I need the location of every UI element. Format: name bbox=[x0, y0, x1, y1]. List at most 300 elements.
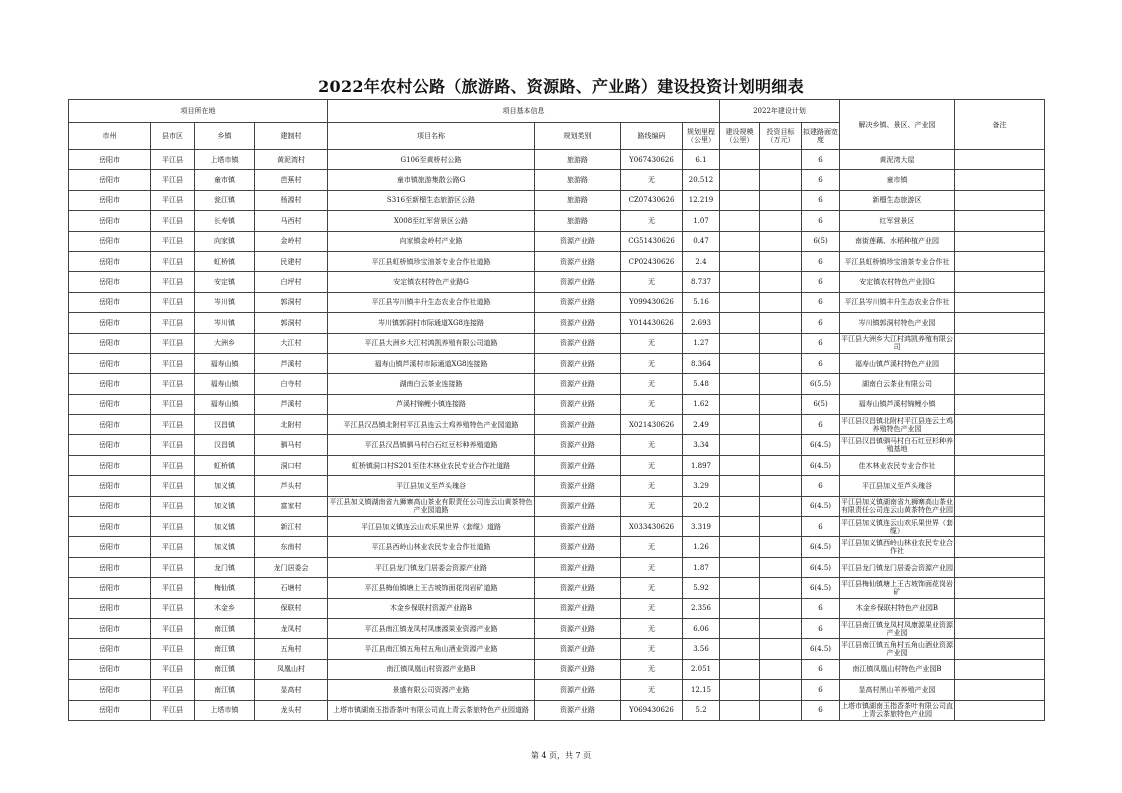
table-cell: 无 bbox=[621, 272, 683, 292]
table-cell: 旅游路 bbox=[535, 150, 621, 170]
table-cell: 无 bbox=[621, 578, 683, 598]
table-cell: 岳阳市 bbox=[69, 700, 151, 720]
table-cell: 无 bbox=[621, 537, 683, 557]
table-cell: 芭蕉村 bbox=[255, 170, 328, 190]
table-cell: 长寿镇 bbox=[195, 211, 255, 231]
table-cell: 东南村 bbox=[255, 537, 328, 557]
table-cell: 向家镇金岭村产业路 bbox=[328, 231, 535, 251]
table-cell: 资源产业路 bbox=[535, 476, 621, 496]
table-cell: 安定镇 bbox=[195, 272, 255, 292]
table-cell: 20.512 bbox=[683, 170, 720, 190]
table-cell bbox=[760, 659, 802, 679]
table-cell: 2.4 bbox=[683, 251, 720, 271]
table-cell bbox=[760, 557, 802, 577]
column-header: 路线编码 bbox=[621, 123, 683, 150]
column-header: 县市区 bbox=[151, 123, 195, 150]
table-cell: 平江县岑川镇丰升生态农业合作社道路 bbox=[328, 292, 535, 312]
table-cell: 岑川镇郭洞村特色产业园 bbox=[840, 313, 955, 333]
table-cell: 资源产业路 bbox=[535, 333, 621, 353]
table-cell: 平江县加义镇西岭山林业农民专业合作社 bbox=[840, 537, 955, 557]
table-cell: 3.56 bbox=[683, 639, 720, 659]
table-cell: 无 bbox=[621, 659, 683, 679]
table-cell bbox=[720, 313, 760, 333]
table-cell: 平江县 bbox=[151, 517, 195, 537]
table-cell: 资源产业路 bbox=[535, 455, 621, 475]
table-row bbox=[69, 700, 1045, 720]
table-cell: 瓮江镇 bbox=[195, 190, 255, 210]
table-cell: 芦溪村锦鲤小镇连接路 bbox=[328, 394, 535, 414]
table-cell bbox=[720, 476, 760, 496]
table-cell: 金岭村 bbox=[255, 231, 328, 251]
table-cell: 福寿山镇 bbox=[195, 394, 255, 414]
table-cell: 资源产业路 bbox=[535, 394, 621, 414]
table-cell: 木金乡保联村特色产业园B bbox=[840, 598, 955, 618]
table-cell: 资源产业路 bbox=[535, 659, 621, 679]
table-cell: 岳阳市 bbox=[69, 231, 151, 251]
table-row bbox=[69, 211, 1045, 231]
table-row bbox=[69, 374, 1045, 394]
table-cell: 岳阳市 bbox=[69, 517, 151, 537]
table-cell: 平江县 bbox=[151, 292, 195, 312]
table-cell: 无 bbox=[621, 557, 683, 577]
table-cell: 南街莲藕、水稻种植产业园 bbox=[840, 231, 955, 251]
table-row bbox=[69, 578, 1045, 598]
table-cell bbox=[720, 251, 760, 271]
table-cell: X008至红军营景区公路 bbox=[328, 211, 535, 231]
table-cell bbox=[760, 150, 802, 170]
table-cell: 旅游路 bbox=[535, 190, 621, 210]
table-cell: 显高村 bbox=[255, 680, 328, 700]
table-cell: Y069430626 bbox=[621, 700, 683, 720]
table-cell: 福寿山镇芦溪村特色产业园 bbox=[840, 353, 955, 373]
table-cell: 平江县加义镇湖南省九狮寨高山茶业有限责任公司连云山黄茶特色产业园 bbox=[840, 496, 955, 516]
table-cell bbox=[720, 353, 760, 373]
table-cell: 资源产业路 bbox=[535, 517, 621, 537]
table-cell bbox=[955, 496, 1045, 516]
table-row bbox=[69, 598, 1045, 618]
table-cell: 平江县汉昌镇驷马村白石红豆杉种养殖道路 bbox=[328, 435, 535, 455]
table-cell: 平江县南江镇五角村五角山酒业资源产业园 bbox=[840, 639, 955, 659]
table-cell: 马西村 bbox=[255, 211, 328, 231]
table-cell: 平江县 bbox=[151, 476, 195, 496]
table-cell bbox=[955, 374, 1045, 394]
table-cell: 平江县 bbox=[151, 578, 195, 598]
table-cell: 黄泥湾村 bbox=[255, 150, 328, 170]
table-cell: 6 bbox=[802, 598, 840, 618]
table-cell bbox=[955, 680, 1045, 700]
table-cell: 资源产业路 bbox=[535, 272, 621, 292]
table-cell: Y014430626 bbox=[621, 313, 683, 333]
table-cell bbox=[955, 517, 1045, 537]
table-cell: 2.356 bbox=[683, 598, 720, 618]
table-cell: 资源产业路 bbox=[535, 374, 621, 394]
table-row bbox=[69, 537, 1045, 557]
column-header: 投资目标（万元） bbox=[760, 123, 802, 150]
table-cell: 大江村 bbox=[255, 333, 328, 353]
table-cell bbox=[720, 598, 760, 618]
table-cell bbox=[760, 313, 802, 333]
table-cell: 驷马村 bbox=[255, 435, 328, 455]
table-cell: 6 bbox=[802, 700, 840, 720]
table-cell: 平江县 bbox=[151, 353, 195, 373]
table-cell: 2.693 bbox=[683, 313, 720, 333]
table-cell: 无 bbox=[621, 211, 683, 231]
table-cell bbox=[720, 680, 760, 700]
table-cell bbox=[760, 374, 802, 394]
table-cell: S316至新榴生态旅游区公路 bbox=[328, 190, 535, 210]
table-cell: 平江县 bbox=[151, 639, 195, 659]
column-header: 规划类别 bbox=[535, 123, 621, 150]
column-header: 建设规模（公里） bbox=[720, 123, 760, 150]
table-cell: 无 bbox=[621, 496, 683, 516]
table-row bbox=[69, 272, 1045, 292]
table-cell: 6.1 bbox=[683, 150, 720, 170]
table-cell: 3.29 bbox=[683, 476, 720, 496]
table-cell: 岑川镇 bbox=[195, 313, 255, 333]
table-cell: 岳阳市 bbox=[69, 639, 151, 659]
table-cell: 平江县 bbox=[151, 150, 195, 170]
table-cell bbox=[760, 618, 802, 638]
table-cell: 6(4.5) bbox=[802, 537, 840, 557]
table-cell bbox=[760, 170, 802, 190]
table-cell bbox=[955, 700, 1045, 720]
column-header: 规划里程（公里） bbox=[683, 123, 720, 150]
table-cell: 福寿山镇 bbox=[195, 374, 255, 394]
table-cell: 12.15 bbox=[683, 680, 720, 700]
table-cell bbox=[720, 394, 760, 414]
table-cell: 6(5) bbox=[802, 231, 840, 251]
table-cell: Y099430626 bbox=[621, 292, 683, 312]
table-cell bbox=[760, 251, 802, 271]
table-cell bbox=[760, 292, 802, 312]
table-cell bbox=[760, 476, 802, 496]
table-cell bbox=[720, 374, 760, 394]
table-cell: 岳阳市 bbox=[69, 211, 151, 231]
table-cell: 福寿山镇 bbox=[195, 353, 255, 373]
table-cell: 木金乡 bbox=[195, 598, 255, 618]
table-cell bbox=[720, 211, 760, 231]
table-cell: 平江县 bbox=[151, 598, 195, 618]
table-cell: 平江县岑川镇丰升生态农业合作社 bbox=[840, 292, 955, 312]
table-cell: 6 bbox=[802, 415, 840, 435]
table-cell: 福寿山镇芦溪村锦鲤小镇 bbox=[840, 394, 955, 414]
table-cell: 平江县龙门镇龙门居委会资源产业园 bbox=[840, 557, 955, 577]
table-cell: 资源产业路 bbox=[535, 313, 621, 333]
table-row bbox=[69, 231, 1045, 251]
table-cell bbox=[955, 272, 1045, 292]
table-cell: 6(4.5) bbox=[802, 496, 840, 516]
table-cell: 2.051 bbox=[683, 659, 720, 679]
table-cell: 无 bbox=[621, 170, 683, 190]
table-cell: 无 bbox=[621, 374, 683, 394]
group-plan: 2022年建设计划 bbox=[720, 100, 840, 123]
table-cell: 梅仙镇 bbox=[195, 578, 255, 598]
table-cell bbox=[955, 313, 1045, 333]
table-cell: 岳阳市 bbox=[69, 578, 151, 598]
table-cell: 6 bbox=[802, 353, 840, 373]
table-cell: 旅游路 bbox=[535, 211, 621, 231]
table-cell: 6(4.5) bbox=[802, 578, 840, 598]
table-cell: 南江镇凤凰山村特色产业园B bbox=[840, 659, 955, 679]
table-cell bbox=[720, 150, 760, 170]
table-cell bbox=[955, 578, 1045, 598]
table-cell: 平江县 bbox=[151, 455, 195, 475]
table-cell: X033430626 bbox=[621, 517, 683, 537]
table-row bbox=[69, 251, 1045, 271]
table-cell: 芦溪村 bbox=[255, 353, 328, 373]
table-cell bbox=[720, 292, 760, 312]
table-cell: 无 bbox=[621, 639, 683, 659]
table-cell: 南江镇 bbox=[195, 618, 255, 638]
table-cell: 平江县 bbox=[151, 394, 195, 414]
table-row bbox=[69, 455, 1045, 475]
table-cell: 岳阳市 bbox=[69, 353, 151, 373]
table-cell bbox=[955, 292, 1045, 312]
table-cell: 8.364 bbox=[683, 353, 720, 373]
table-row bbox=[69, 313, 1045, 333]
table-cell: 6 bbox=[802, 251, 840, 271]
table-cell: 无 bbox=[621, 455, 683, 475]
table-cell: 1.27 bbox=[683, 333, 720, 353]
table-cell: 2.49 bbox=[683, 415, 720, 435]
table-cell: 黄泥湾大屋 bbox=[840, 150, 955, 170]
table-row bbox=[69, 415, 1045, 435]
table-cell: 资源产业路 bbox=[535, 251, 621, 271]
table-cell: 资源产业路 bbox=[535, 618, 621, 638]
table-cell: 富家村 bbox=[255, 496, 328, 516]
table-cell: 凤凰山村 bbox=[255, 659, 328, 679]
table-cell bbox=[720, 618, 760, 638]
table-cell bbox=[955, 394, 1045, 414]
table-cell: 平江县大洲乡大江村鸿凯养殖有限公司道路 bbox=[328, 333, 535, 353]
table-cell: 平江县加义至芦头瑰谷 bbox=[840, 476, 955, 496]
table-cell: 平江县汉昌镇驷马村白石红豆杉种养殖基地 bbox=[840, 435, 955, 455]
header-solve: 解决乡镇、景区、产业园 bbox=[840, 100, 955, 150]
table-cell: 岳阳市 bbox=[69, 659, 151, 679]
table-cell: 北附村 bbox=[255, 415, 328, 435]
table-cell: 显高村黑山羊养殖产业园 bbox=[840, 680, 955, 700]
investment-plan-table bbox=[68, 99, 1045, 721]
table-cell: 平江县南江镇五角村五角山酒业资源产业路 bbox=[328, 639, 535, 659]
table-cell: 3.319 bbox=[683, 517, 720, 537]
table-cell bbox=[955, 537, 1045, 557]
table-cell: CP02430626 bbox=[621, 251, 683, 271]
table-cell: 6(5) bbox=[802, 394, 840, 414]
table-cell: 平江县 bbox=[151, 251, 195, 271]
table-cell bbox=[955, 170, 1045, 190]
table-cell: 20.2 bbox=[683, 496, 720, 516]
table-row bbox=[69, 353, 1045, 373]
table-cell: 平江县加义至芦头瑰谷 bbox=[328, 476, 535, 496]
table-row bbox=[69, 659, 1045, 679]
table-cell: 平江县汉昌镇北附村平江县连云土鸡养殖特色产业园道路 bbox=[328, 415, 535, 435]
table-cell: 6 bbox=[802, 333, 840, 353]
table-cell bbox=[955, 557, 1045, 577]
table-cell: 龙门镇 bbox=[195, 557, 255, 577]
table-cell: 新江村 bbox=[255, 517, 328, 537]
group-location: 项目所在地 bbox=[69, 100, 328, 123]
table-cell: 童市镇 bbox=[195, 170, 255, 190]
table-cell bbox=[955, 251, 1045, 271]
table-cell: 资源产业路 bbox=[535, 353, 621, 373]
table-cell bbox=[720, 455, 760, 475]
table-cell: 大洲乡 bbox=[195, 333, 255, 353]
table-cell bbox=[760, 680, 802, 700]
table-cell: 平江县 bbox=[151, 211, 195, 231]
table-cell: 五角村 bbox=[255, 639, 328, 659]
table-cell bbox=[760, 353, 802, 373]
table-cell: 8.737 bbox=[683, 272, 720, 292]
table-cell bbox=[760, 190, 802, 210]
table-cell: 岳阳市 bbox=[69, 598, 151, 618]
table-cell: 加义镇 bbox=[195, 496, 255, 516]
table-cell: 岳阳市 bbox=[69, 680, 151, 700]
table-cell bbox=[955, 639, 1045, 659]
table-cell bbox=[720, 517, 760, 537]
table-cell bbox=[760, 517, 802, 537]
table-cell: 石塘村 bbox=[255, 578, 328, 598]
table-cell: 平江县西岭山林业农民专业合作社道路 bbox=[328, 537, 535, 557]
table-cell: 资源产业路 bbox=[535, 639, 621, 659]
column-header: 建制村 bbox=[255, 123, 328, 150]
table-cell bbox=[720, 333, 760, 353]
table-cell bbox=[760, 333, 802, 353]
table-row bbox=[69, 150, 1045, 170]
table-cell: 1.897 bbox=[683, 455, 720, 475]
table-cell: 6 bbox=[802, 680, 840, 700]
table-cell: 上塔市镇湖南玉指香茶叶有限公司直上青云茶旅特色产业园 bbox=[840, 700, 955, 720]
table-cell: 南江镇 bbox=[195, 680, 255, 700]
table-cell bbox=[760, 272, 802, 292]
table-cell: 资源产业路 bbox=[535, 231, 621, 251]
table-cell: 岳阳市 bbox=[69, 415, 151, 435]
table-row bbox=[69, 292, 1045, 312]
table-cell: 旅游路 bbox=[535, 170, 621, 190]
table-cell: 平江县 bbox=[151, 231, 195, 251]
table-cell bbox=[720, 272, 760, 292]
table-cell: 1.87 bbox=[683, 557, 720, 577]
table-cell: 1.62 bbox=[683, 394, 720, 414]
table-cell bbox=[955, 190, 1045, 210]
table-cell bbox=[760, 394, 802, 414]
table-cell: 白坪村 bbox=[255, 272, 328, 292]
table-cell: 平江县南江镇龙凤村凤康源果业资源产业园 bbox=[840, 618, 955, 638]
table-cell bbox=[720, 190, 760, 210]
table-cell: 无 bbox=[621, 680, 683, 700]
table-cell: 岳阳市 bbox=[69, 435, 151, 455]
table-cell: 平江县梅仙镇塘上王古坡饰面花岗岩矿 bbox=[840, 578, 955, 598]
group-basic-info: 项目基本信息 bbox=[328, 100, 720, 123]
table-cell bbox=[760, 578, 802, 598]
table-cell: 平江县 bbox=[151, 415, 195, 435]
table-cell: 6 bbox=[802, 659, 840, 679]
table-cell bbox=[760, 415, 802, 435]
table-cell: 岳阳市 bbox=[69, 557, 151, 577]
table-cell: 平江县 bbox=[151, 557, 195, 577]
table-cell: 资源产业路 bbox=[535, 557, 621, 577]
table-cell: 资源产业路 bbox=[535, 496, 621, 516]
table-cell bbox=[955, 333, 1045, 353]
table-cell bbox=[720, 170, 760, 190]
table-cell bbox=[720, 557, 760, 577]
table-cell: 岳阳市 bbox=[69, 251, 151, 271]
table-cell: 虹桥镇洞口村S201至佳木林业农民专业合作社道路 bbox=[328, 455, 535, 475]
table-cell: CZ07430626 bbox=[621, 190, 683, 210]
table-cell: 安定镇农村特色产业园G bbox=[840, 272, 955, 292]
table-cell: 向家镇 bbox=[195, 231, 255, 251]
table-cell bbox=[760, 639, 802, 659]
table-cell: 6 bbox=[802, 190, 840, 210]
table-cell bbox=[720, 537, 760, 557]
table-cell bbox=[955, 231, 1045, 251]
table-cell: 虹桥镇 bbox=[195, 455, 255, 475]
table-cell: Y067430626 bbox=[621, 150, 683, 170]
table-cell: 平江县 bbox=[151, 190, 195, 210]
table-cell: 上塔市镇 bbox=[195, 150, 255, 170]
table-cell: 岳阳市 bbox=[69, 292, 151, 312]
table-cell: 洞口村 bbox=[255, 455, 328, 475]
page-title: 2022年农村公路（旅游路、资源路、产业路）建设投资计划明细表 bbox=[318, 77, 804, 96]
table-cell bbox=[760, 455, 802, 475]
table-cell: 岳阳市 bbox=[69, 272, 151, 292]
table-cell: 杨源村 bbox=[255, 190, 328, 210]
table-row bbox=[69, 333, 1045, 353]
table-cell bbox=[760, 211, 802, 231]
table-cell: 岳阳市 bbox=[69, 394, 151, 414]
table-cell: 5.92 bbox=[683, 578, 720, 598]
table-row bbox=[69, 496, 1045, 516]
table-cell: 6(4.5) bbox=[802, 435, 840, 455]
table-cell: 岳阳市 bbox=[69, 496, 151, 516]
table-cell: 平江县加义镇湖南省九狮寨高山茶业有限责任公司连云山黄茶特色产业园道路 bbox=[328, 496, 535, 516]
table-cell: 龙头村 bbox=[255, 700, 328, 720]
table-cell: 加义镇 bbox=[195, 517, 255, 537]
table-cell bbox=[720, 435, 760, 455]
table-cell: 平江县 bbox=[151, 333, 195, 353]
table-cell bbox=[720, 578, 760, 598]
table-cell: 岳阳市 bbox=[69, 190, 151, 210]
table-cell bbox=[720, 639, 760, 659]
table-cell bbox=[955, 618, 1045, 638]
table-cell: 资源产业路 bbox=[535, 435, 621, 455]
table-row bbox=[69, 639, 1045, 659]
table-cell: 南江镇 bbox=[195, 639, 255, 659]
table-cell: 白寺村 bbox=[255, 374, 328, 394]
table-cell: 平江县 bbox=[151, 537, 195, 557]
table-cell: 1.26 bbox=[683, 537, 720, 557]
table-cell: 资源产业路 bbox=[535, 578, 621, 598]
table-cell: 平江县 bbox=[151, 435, 195, 455]
table-cell bbox=[720, 700, 760, 720]
table-cell: 平江县虹桥镇珍宝油茶专业合作社 bbox=[840, 251, 955, 271]
table-cell: 6 bbox=[802, 476, 840, 496]
table-cell: 资源产业路 bbox=[535, 680, 621, 700]
table-cell: 平江县 bbox=[151, 700, 195, 720]
table-cell: 6 bbox=[802, 313, 840, 333]
table-cell: X021430626 bbox=[621, 415, 683, 435]
table-cell: 无 bbox=[621, 435, 683, 455]
table-cell bbox=[760, 435, 802, 455]
table-cell: 平江县梅仙镇塘上王古坡饰面花岗岩矿道路 bbox=[328, 578, 535, 598]
table-cell: 龙凤村 bbox=[255, 618, 328, 638]
table-cell: 无 bbox=[621, 394, 683, 414]
table-cell: 无 bbox=[621, 598, 683, 618]
table-cell: 资源产业路 bbox=[535, 292, 621, 312]
page-number: 第 4 页，共 7 页 bbox=[530, 751, 592, 760]
table-cell: 佳木林业农民专业合作社 bbox=[840, 455, 955, 475]
table-cell: 虹桥镇 bbox=[195, 251, 255, 271]
table-cell: 汉昌镇 bbox=[195, 435, 255, 455]
